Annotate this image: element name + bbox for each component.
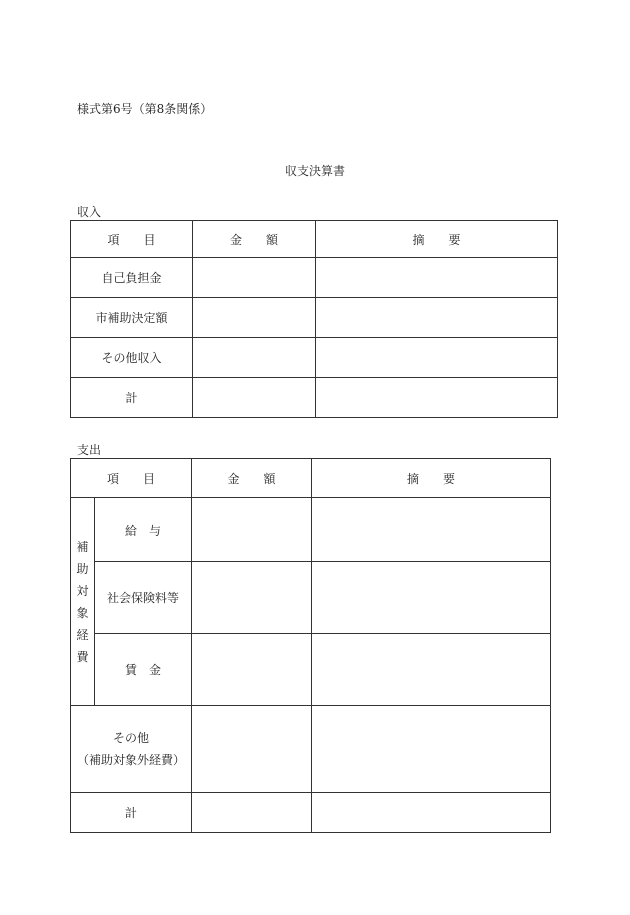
table-row [71, 258, 558, 298]
table-row [71, 562, 551, 634]
expense-col-amount: 金 額 [192, 459, 312, 498]
income-total-summary-cell[interactable] [316, 378, 558, 418]
expense-summary-cell[interactable] [312, 562, 551, 634]
expense-summary-cell[interactable] [312, 706, 551, 793]
expense-row-label: 社会保険料等 [95, 562, 192, 634]
expense-total-summary-cell[interactable] [312, 793, 551, 833]
income-row-label: 市補助決定額 [71, 298, 193, 338]
income-amount-cell[interactable] [193, 338, 316, 378]
expense-col-item: 項 目 [71, 459, 192, 498]
income-col-item: 項 目 [71, 221, 193, 258]
expense-other-line2: （補助対象外経費） [77, 753, 186, 767]
expense-amount-cell[interactable] [192, 562, 312, 634]
group-char: 対 [76, 583, 89, 598]
income-col-amount: 金 額 [193, 221, 316, 258]
expense-other-line1: その他 [113, 731, 150, 745]
income-total-label: 計 [71, 378, 193, 418]
expense-total-amount-cell[interactable] [192, 793, 312, 833]
group-char: 象 [76, 605, 89, 620]
income-summary-cell[interactable] [316, 298, 558, 338]
document-title: 収支決算書 [284, 164, 345, 178]
income-table [70, 220, 558, 418]
expense-header-row [71, 459, 551, 498]
income-row-label: 自己負担金 [71, 258, 193, 298]
income-section-label: 収入 [77, 205, 102, 219]
group-char: 経 [76, 627, 89, 642]
income-header-row [71, 221, 558, 258]
group-char: 費 [76, 649, 89, 664]
income-total-amount-cell[interactable] [193, 378, 316, 418]
expense-col-summary: 摘 要 [312, 459, 551, 498]
expense-table [70, 458, 551, 833]
expense-summary-cell[interactable] [312, 498, 551, 562]
income-summary-cell[interactable] [316, 338, 558, 378]
table-row [71, 298, 558, 338]
expense-other-label [71, 706, 192, 793]
income-total-row [71, 378, 558, 418]
expense-group-label [71, 498, 95, 706]
group-char: 補 [76, 539, 89, 554]
income-amount-cell[interactable] [193, 258, 316, 298]
expense-total-label: 計 [71, 793, 192, 833]
expense-summary-cell[interactable] [312, 634, 551, 706]
form-number: 様式第6号（第8条関係） [77, 102, 213, 116]
expense-total-row [71, 793, 551, 833]
expense-amount-cell[interactable] [192, 498, 312, 562]
income-summary-cell[interactable] [316, 258, 558, 298]
table-row [71, 706, 551, 793]
income-col-summary: 摘 要 [316, 221, 558, 258]
table-row [71, 498, 551, 562]
expense-row-label: 給 与 [95, 498, 192, 562]
income-amount-cell[interactable] [193, 298, 316, 338]
table-row [71, 338, 558, 378]
table-row [71, 634, 551, 706]
expense-amount-cell[interactable] [192, 634, 312, 706]
expense-section-label: 支出 [77, 443, 102, 457]
expense-amount-cell[interactable] [192, 706, 312, 793]
group-char: 助 [76, 561, 89, 576]
expense-row-label: 賃 金 [95, 634, 192, 706]
income-row-label: その他収入 [71, 338, 193, 378]
